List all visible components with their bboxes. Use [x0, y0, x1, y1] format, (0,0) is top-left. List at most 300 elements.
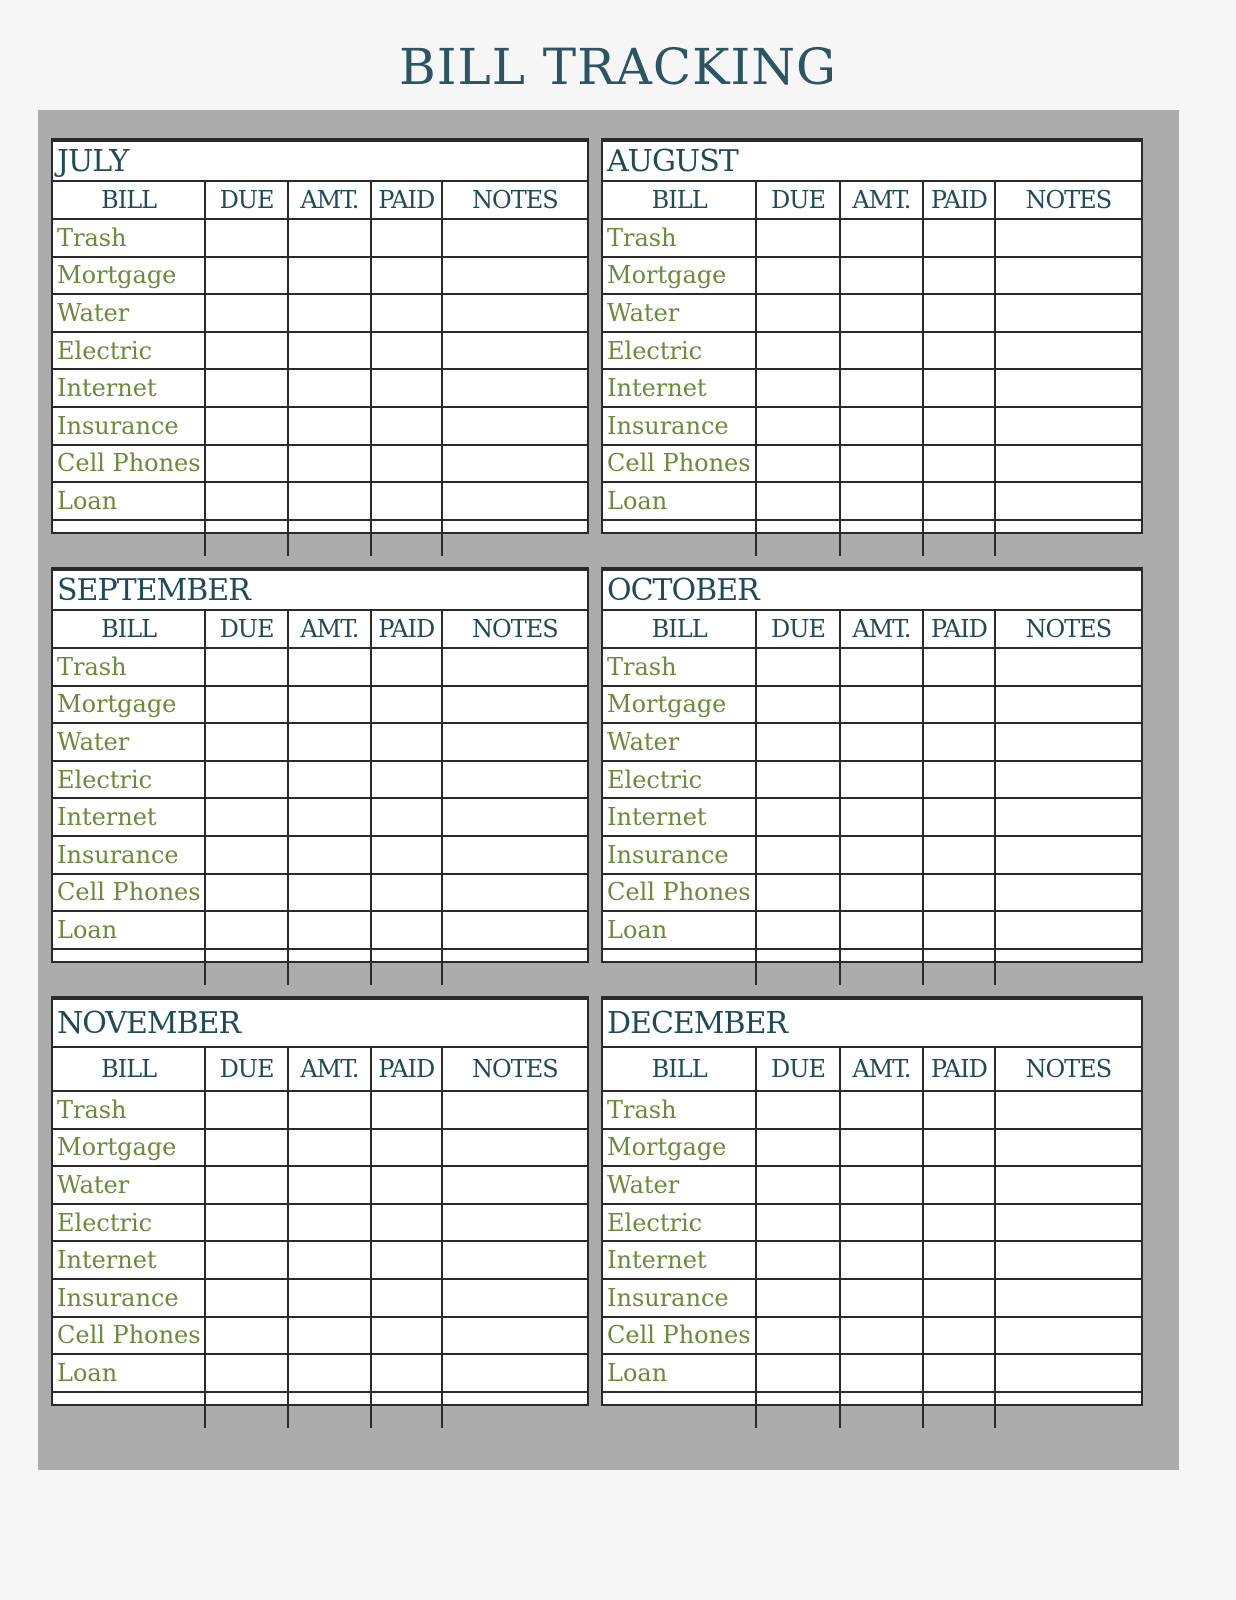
bill-name-cell: Trash: [53, 648, 205, 686]
entry-cell[interactable]: [205, 369, 288, 407]
bill-name-cell: Loan: [603, 482, 756, 520]
bill-name-cell: Mortgage: [53, 686, 205, 724]
entry-cell[interactable]: [371, 219, 442, 257]
bill-name-cell: Electric: [53, 761, 205, 799]
entry-cell[interactable]: [923, 1129, 995, 1167]
entry-cell[interactable]: [205, 219, 288, 257]
entry-cell[interactable]: [205, 761, 288, 799]
table-row: [603, 1166, 1141, 1204]
entry-cell[interactable]: [995, 1091, 1141, 1129]
entry-cell[interactable]: [923, 648, 995, 686]
entry-cell[interactable]: [371, 836, 442, 874]
entry-cell[interactable]: [288, 1317, 371, 1355]
entry-cell[interactable]: [442, 219, 587, 257]
entry-cell[interactable]: [995, 949, 1141, 986]
entry-cell[interactable]: [923, 686, 995, 724]
bill-name-cell: Mortgage: [603, 257, 756, 295]
entry-cell[interactable]: [756, 482, 839, 520]
entry-cell[interactable]: [995, 1317, 1141, 1355]
entry-cell[interactable]: [756, 911, 839, 949]
entry-cell[interactable]: [371, 798, 442, 836]
entry-cell[interactable]: [371, 686, 442, 724]
entry-cell[interactable]: [756, 1317, 839, 1355]
entry-cell[interactable]: [205, 798, 288, 836]
entry-cell[interactable]: [442, 836, 587, 874]
tracker-panel: [38, 110, 1179, 1470]
entry-cell[interactable]: [288, 686, 371, 724]
entry-cell[interactable]: [923, 1166, 995, 1204]
table-row: [603, 1091, 1141, 1129]
entry-cell[interactable]: [442, 686, 587, 724]
entry-cell[interactable]: [923, 294, 995, 332]
table-row: [53, 761, 587, 799]
column-header: BILL: [53, 181, 205, 219]
entry-cell[interactable]: [371, 332, 442, 370]
entry-cell[interactable]: [442, 1129, 587, 1167]
entry-cell[interactable]: [756, 219, 839, 257]
entry-cell[interactable]: [840, 1204, 923, 1242]
entry-cell[interactable]: [288, 761, 371, 799]
table-row: [603, 723, 1141, 761]
entry-cell[interactable]: [288, 648, 371, 686]
entry-cell[interactable]: [756, 294, 839, 332]
entry-cell[interactable]: [756, 407, 839, 445]
table-row: [53, 1166, 587, 1204]
entry-cell[interactable]: [840, 761, 923, 799]
bill-name-cell: Mortgage: [603, 1129, 756, 1167]
entry-cell[interactable]: [840, 1317, 923, 1355]
entry-cell[interactable]: [840, 949, 923, 986]
entry-cell[interactable]: [840, 294, 923, 332]
entry-cell[interactable]: [371, 723, 442, 761]
entry-cell[interactable]: [205, 1091, 288, 1129]
entry-cell[interactable]: [288, 294, 371, 332]
entry-cell[interactable]: [442, 445, 587, 483]
entry-cell[interactable]: [442, 761, 587, 799]
entry-cell[interactable]: [288, 1279, 371, 1317]
entry-cell[interactable]: [442, 1166, 587, 1204]
entry-cell[interactable]: [442, 1354, 587, 1392]
entry-cell[interactable]: [205, 294, 288, 332]
entry-cell[interactable]: [840, 445, 923, 483]
entry-cell[interactable]: [288, 836, 371, 874]
entry-cell[interactable]: [995, 1241, 1141, 1279]
entry-cell[interactable]: [923, 723, 995, 761]
entry-cell[interactable]: [756, 520, 839, 557]
entry-cell[interactable]: [995, 761, 1141, 799]
entry-cell[interactable]: [442, 1241, 587, 1279]
entry-cell[interactable]: [756, 257, 839, 295]
bill-name-cell: Loan: [603, 1354, 756, 1392]
bill-name-cell: Electric: [53, 332, 205, 370]
entry-cell[interactable]: [205, 1204, 288, 1242]
column-header: NOTES: [442, 181, 587, 219]
entry-cell[interactable]: [923, 1204, 995, 1242]
entry-cell[interactable]: [756, 1279, 839, 1317]
entry-cell[interactable]: [205, 332, 288, 370]
bill-name-cell: Water: [603, 1166, 756, 1204]
entry-cell[interactable]: [288, 1129, 371, 1167]
month-table-0: [51, 138, 589, 534]
entry-cell[interactable]: [442, 1204, 587, 1242]
entry-cell[interactable]: [923, 1354, 995, 1392]
entry-cell[interactable]: [205, 648, 288, 686]
entry-cell[interactable]: [995, 911, 1141, 949]
entry-cell[interactable]: [442, 949, 587, 986]
entry-cell[interactable]: [756, 369, 839, 407]
table-row: [53, 1241, 587, 1279]
table-row: [603, 798, 1141, 836]
bill-name-cell: Cell Phones: [53, 445, 205, 483]
column-header: NOTES: [995, 1047, 1141, 1091]
entry-cell[interactable]: [840, 1354, 923, 1392]
column-header: NOTES: [995, 610, 1141, 648]
entry-cell[interactable]: [442, 369, 587, 407]
month-table-4: [51, 996, 589, 1406]
entry-cell[interactable]: [756, 836, 839, 874]
entry-cell[interactable]: [995, 407, 1141, 445]
entry-cell[interactable]: [371, 874, 442, 912]
entry-cell[interactable]: [288, 911, 371, 949]
entry-cell[interactable]: [205, 949, 288, 986]
entry-cell[interactable]: [840, 1392, 923, 1429]
entry-cell[interactable]: [442, 257, 587, 295]
entry-cell[interactable]: [756, 1392, 839, 1429]
bill-name-cell: Water: [603, 723, 756, 761]
entry-cell[interactable]: [923, 257, 995, 295]
entry-cell[interactable]: [923, 949, 995, 986]
entry-cell[interactable]: [840, 407, 923, 445]
entry-cell[interactable]: [371, 949, 442, 986]
column-header: PAID: [371, 181, 442, 219]
entry-cell[interactable]: [995, 648, 1141, 686]
table-row: [53, 1129, 587, 1167]
month-table-1: [601, 138, 1143, 534]
entry-cell[interactable]: [995, 1354, 1141, 1392]
entry-cell[interactable]: [205, 520, 288, 557]
table-row: [53, 686, 587, 724]
bill-name-cell: Insurance: [53, 407, 205, 445]
column-header: BILL: [53, 610, 205, 648]
entry-cell[interactable]: [205, 723, 288, 761]
entry-cell[interactable]: [923, 407, 995, 445]
entry-cell[interactable]: [371, 1129, 442, 1167]
table-row: [53, 798, 587, 836]
entry-cell[interactable]: [995, 723, 1141, 761]
entry-cell[interactable]: [995, 836, 1141, 874]
entry-cell[interactable]: [923, 1241, 995, 1279]
entry-cell[interactable]: [442, 1279, 587, 1317]
entry-cell[interactable]: [205, 1354, 288, 1392]
entry-cell[interactable]: [756, 686, 839, 724]
entry-cell[interactable]: [995, 1279, 1141, 1317]
entry-cell[interactable]: [288, 1091, 371, 1129]
entry-cell[interactable]: [995, 1204, 1141, 1242]
table-row: [53, 1204, 587, 1242]
entry-cell[interactable]: [205, 1317, 288, 1355]
entry-cell[interactable]: [995, 686, 1141, 724]
entry-cell[interactable]: [205, 407, 288, 445]
entry-cell[interactable]: [288, 874, 371, 912]
entry-cell[interactable]: [756, 332, 839, 370]
entry-cell[interactable]: [756, 445, 839, 483]
entry-cell[interactable]: [288, 949, 371, 986]
entry-cell[interactable]: [923, 482, 995, 520]
table-row: [53, 445, 587, 483]
entry-cell[interactable]: [371, 911, 442, 949]
table-row: [603, 294, 1141, 332]
entry-cell[interactable]: [205, 1392, 288, 1429]
month-title: NOVEMBER: [53, 999, 587, 1047]
bill-name-cell: Electric: [603, 761, 756, 799]
entry-cell[interactable]: [840, 648, 923, 686]
column-header: AMT.: [288, 181, 371, 219]
entry-cell[interactable]: [288, 798, 371, 836]
entry-cell[interactable]: [205, 445, 288, 483]
entry-cell[interactable]: [923, 1279, 995, 1317]
entry-cell[interactable]: [923, 445, 995, 483]
bill-name-cell: [603, 520, 756, 557]
entry-cell[interactable]: [371, 520, 442, 557]
table-row: [53, 949, 587, 986]
entry-cell[interactable]: [288, 407, 371, 445]
entry-cell[interactable]: [288, 1241, 371, 1279]
table-row: [603, 686, 1141, 724]
entry-cell[interactable]: [756, 1166, 839, 1204]
bill-name-cell: Electric: [603, 332, 756, 370]
entry-cell[interactable]: [288, 723, 371, 761]
bill-name-cell: Loan: [53, 482, 205, 520]
entry-cell[interactable]: [371, 407, 442, 445]
entry-cell[interactable]: [288, 1354, 371, 1392]
entry-cell[interactable]: [995, 798, 1141, 836]
entry-cell[interactable]: [371, 257, 442, 295]
entry-cell[interactable]: [442, 520, 587, 557]
entry-cell[interactable]: [995, 874, 1141, 912]
bill-name-cell: Mortgage: [603, 686, 756, 724]
entry-cell[interactable]: [442, 294, 587, 332]
entry-cell[interactable]: [371, 1279, 442, 1317]
entry-cell[interactable]: [371, 1091, 442, 1129]
entry-cell[interactable]: [756, 874, 839, 912]
entry-cell[interactable]: [205, 257, 288, 295]
entry-cell[interactable]: [995, 294, 1141, 332]
entry-cell[interactable]: [371, 1354, 442, 1392]
entry-cell[interactable]: [371, 648, 442, 686]
entry-cell[interactable]: [756, 723, 839, 761]
table-row: [603, 332, 1141, 370]
entry-cell[interactable]: [288, 1392, 371, 1429]
month-title: AUGUST: [603, 141, 1141, 181]
table-row: [53, 294, 587, 332]
entry-cell[interactable]: [371, 1166, 442, 1204]
entry-cell[interactable]: [288, 520, 371, 557]
table-row: [603, 648, 1141, 686]
entry-cell[interactable]: [371, 1392, 442, 1429]
entry-cell[interactable]: [756, 761, 839, 799]
bill-name-cell: Cell Phones: [53, 874, 205, 912]
entry-cell[interactable]: [205, 686, 288, 724]
entry-cell[interactable]: [840, 874, 923, 912]
bill-name-cell: [603, 949, 756, 986]
entry-cell[interactable]: [371, 294, 442, 332]
table-row: [53, 874, 587, 912]
entry-cell[interactable]: [923, 332, 995, 370]
entry-cell[interactable]: [756, 648, 839, 686]
entry-cell[interactable]: [923, 761, 995, 799]
entry-cell[interactable]: [840, 369, 923, 407]
entry-cell[interactable]: [923, 798, 995, 836]
entry-cell[interactable]: [995, 1166, 1141, 1204]
bill-name-cell: Trash: [603, 1091, 756, 1129]
entry-cell[interactable]: [995, 1129, 1141, 1167]
entry-cell[interactable]: [756, 1091, 839, 1129]
table-row: [53, 219, 587, 257]
column-header: AMT.: [840, 181, 923, 219]
entry-cell[interactable]: [995, 1392, 1141, 1429]
entry-cell[interactable]: [995, 332, 1141, 370]
entry-cell[interactable]: [442, 1392, 587, 1429]
entry-cell[interactable]: [442, 648, 587, 686]
entry-cell[interactable]: [205, 1166, 288, 1204]
column-header: PAID: [371, 610, 442, 648]
entry-cell[interactable]: [840, 482, 923, 520]
table-row: [603, 1129, 1141, 1167]
bill-name-cell: Insurance: [603, 836, 756, 874]
entry-cell[interactable]: [205, 1241, 288, 1279]
entry-cell[interactable]: [840, 332, 923, 370]
entry-cell[interactable]: [288, 257, 371, 295]
table-row: [53, 520, 587, 557]
entry-cell[interactable]: [288, 482, 371, 520]
entry-cell[interactable]: [288, 445, 371, 483]
entry-cell[interactable]: [442, 874, 587, 912]
month-title: DECEMBER: [603, 999, 1141, 1047]
entry-cell[interactable]: [442, 798, 587, 836]
entry-cell[interactable]: [205, 1129, 288, 1167]
bill-name-cell: Internet: [603, 369, 756, 407]
entry-cell[interactable]: [840, 723, 923, 761]
table-row: [53, 1279, 587, 1317]
entry-cell[interactable]: [923, 1317, 995, 1355]
entry-cell[interactable]: [840, 1129, 923, 1167]
entry-cell[interactable]: [442, 911, 587, 949]
entry-cell[interactable]: [442, 482, 587, 520]
entry-cell[interactable]: [923, 1091, 995, 1129]
entry-cell[interactable]: [923, 520, 995, 557]
entry-cell[interactable]: [442, 1317, 587, 1355]
entry-cell[interactable]: [756, 949, 839, 986]
table-row: [603, 257, 1141, 295]
bill-name-cell: Insurance: [53, 1279, 205, 1317]
month-table-5: [601, 996, 1143, 1406]
entry-cell[interactable]: [923, 219, 995, 257]
column-header: AMT.: [840, 1047, 923, 1091]
column-header: BILL: [53, 1047, 205, 1091]
entry-cell[interactable]: [840, 1091, 923, 1129]
entry-cell[interactable]: [288, 332, 371, 370]
entry-cell[interactable]: [288, 369, 371, 407]
entry-cell[interactable]: [840, 911, 923, 949]
column-header: DUE: [205, 181, 288, 219]
entry-cell[interactable]: [205, 911, 288, 949]
table-row: [603, 1392, 1141, 1429]
column-header: DUE: [205, 610, 288, 648]
bill-name-cell: Water: [603, 294, 756, 332]
entry-cell[interactable]: [442, 332, 587, 370]
entry-cell[interactable]: [840, 836, 923, 874]
entry-cell[interactable]: [840, 1241, 923, 1279]
entry-cell[interactable]: [840, 520, 923, 557]
column-header: PAID: [923, 1047, 995, 1091]
entry-cell[interactable]: [288, 219, 371, 257]
table-row: [603, 407, 1141, 445]
entry-cell[interactable]: [756, 1129, 839, 1167]
entry-cell[interactable]: [371, 761, 442, 799]
entry-cell[interactable]: [923, 369, 995, 407]
entry-cell[interactable]: [371, 482, 442, 520]
entry-cell[interactable]: [442, 723, 587, 761]
entry-cell[interactable]: [371, 1317, 442, 1355]
entry-cell[interactable]: [923, 911, 995, 949]
entry-cell[interactable]: [205, 874, 288, 912]
entry-cell[interactable]: [995, 445, 1141, 483]
column-header: AMT.: [288, 1047, 371, 1091]
bill-name-cell: Loan: [53, 1354, 205, 1392]
entry-cell[interactable]: [442, 407, 587, 445]
entry-cell[interactable]: [371, 1204, 442, 1242]
entry-cell[interactable]: [205, 836, 288, 874]
entry-cell[interactable]: [840, 1279, 923, 1317]
entry-cell[interactable]: [442, 1091, 587, 1129]
entry-cell[interactable]: [756, 798, 839, 836]
entry-cell[interactable]: [995, 219, 1141, 257]
entry-cell[interactable]: [923, 1392, 995, 1429]
entry-cell[interactable]: [995, 482, 1141, 520]
table-row: [53, 1317, 587, 1355]
bill-name-cell: [53, 520, 205, 557]
entry-cell[interactable]: [923, 836, 995, 874]
entry-cell[interactable]: [756, 1204, 839, 1242]
entry-cell[interactable]: [371, 369, 442, 407]
entry-cell[interactable]: [995, 369, 1141, 407]
entry-cell[interactable]: [205, 482, 288, 520]
entry-cell[interactable]: [840, 686, 923, 724]
bill-name-cell: Trash: [603, 648, 756, 686]
entry-cell[interactable]: [288, 1166, 371, 1204]
table-row: [603, 369, 1141, 407]
bill-name-cell: Electric: [53, 1204, 205, 1242]
column-header: DUE: [205, 1047, 288, 1091]
entry-cell[interactable]: [840, 257, 923, 295]
table-row: [603, 219, 1141, 257]
entry-cell[interactable]: [288, 1204, 371, 1242]
table-row: [53, 369, 587, 407]
entry-cell[interactable]: [371, 1241, 442, 1279]
entry-cell[interactable]: [840, 219, 923, 257]
entry-cell[interactable]: [371, 445, 442, 483]
entry-cell[interactable]: [205, 1279, 288, 1317]
column-header: AMT.: [288, 610, 371, 648]
month-table-2: [51, 567, 589, 963]
entry-cell[interactable]: [756, 1241, 839, 1279]
entry-cell[interactable]: [923, 874, 995, 912]
entry-cell[interactable]: [840, 1166, 923, 1204]
entry-cell[interactable]: [995, 520, 1141, 557]
entry-cell[interactable]: [756, 1354, 839, 1392]
entry-cell[interactable]: [840, 798, 923, 836]
entry-cell[interactable]: [995, 257, 1141, 295]
